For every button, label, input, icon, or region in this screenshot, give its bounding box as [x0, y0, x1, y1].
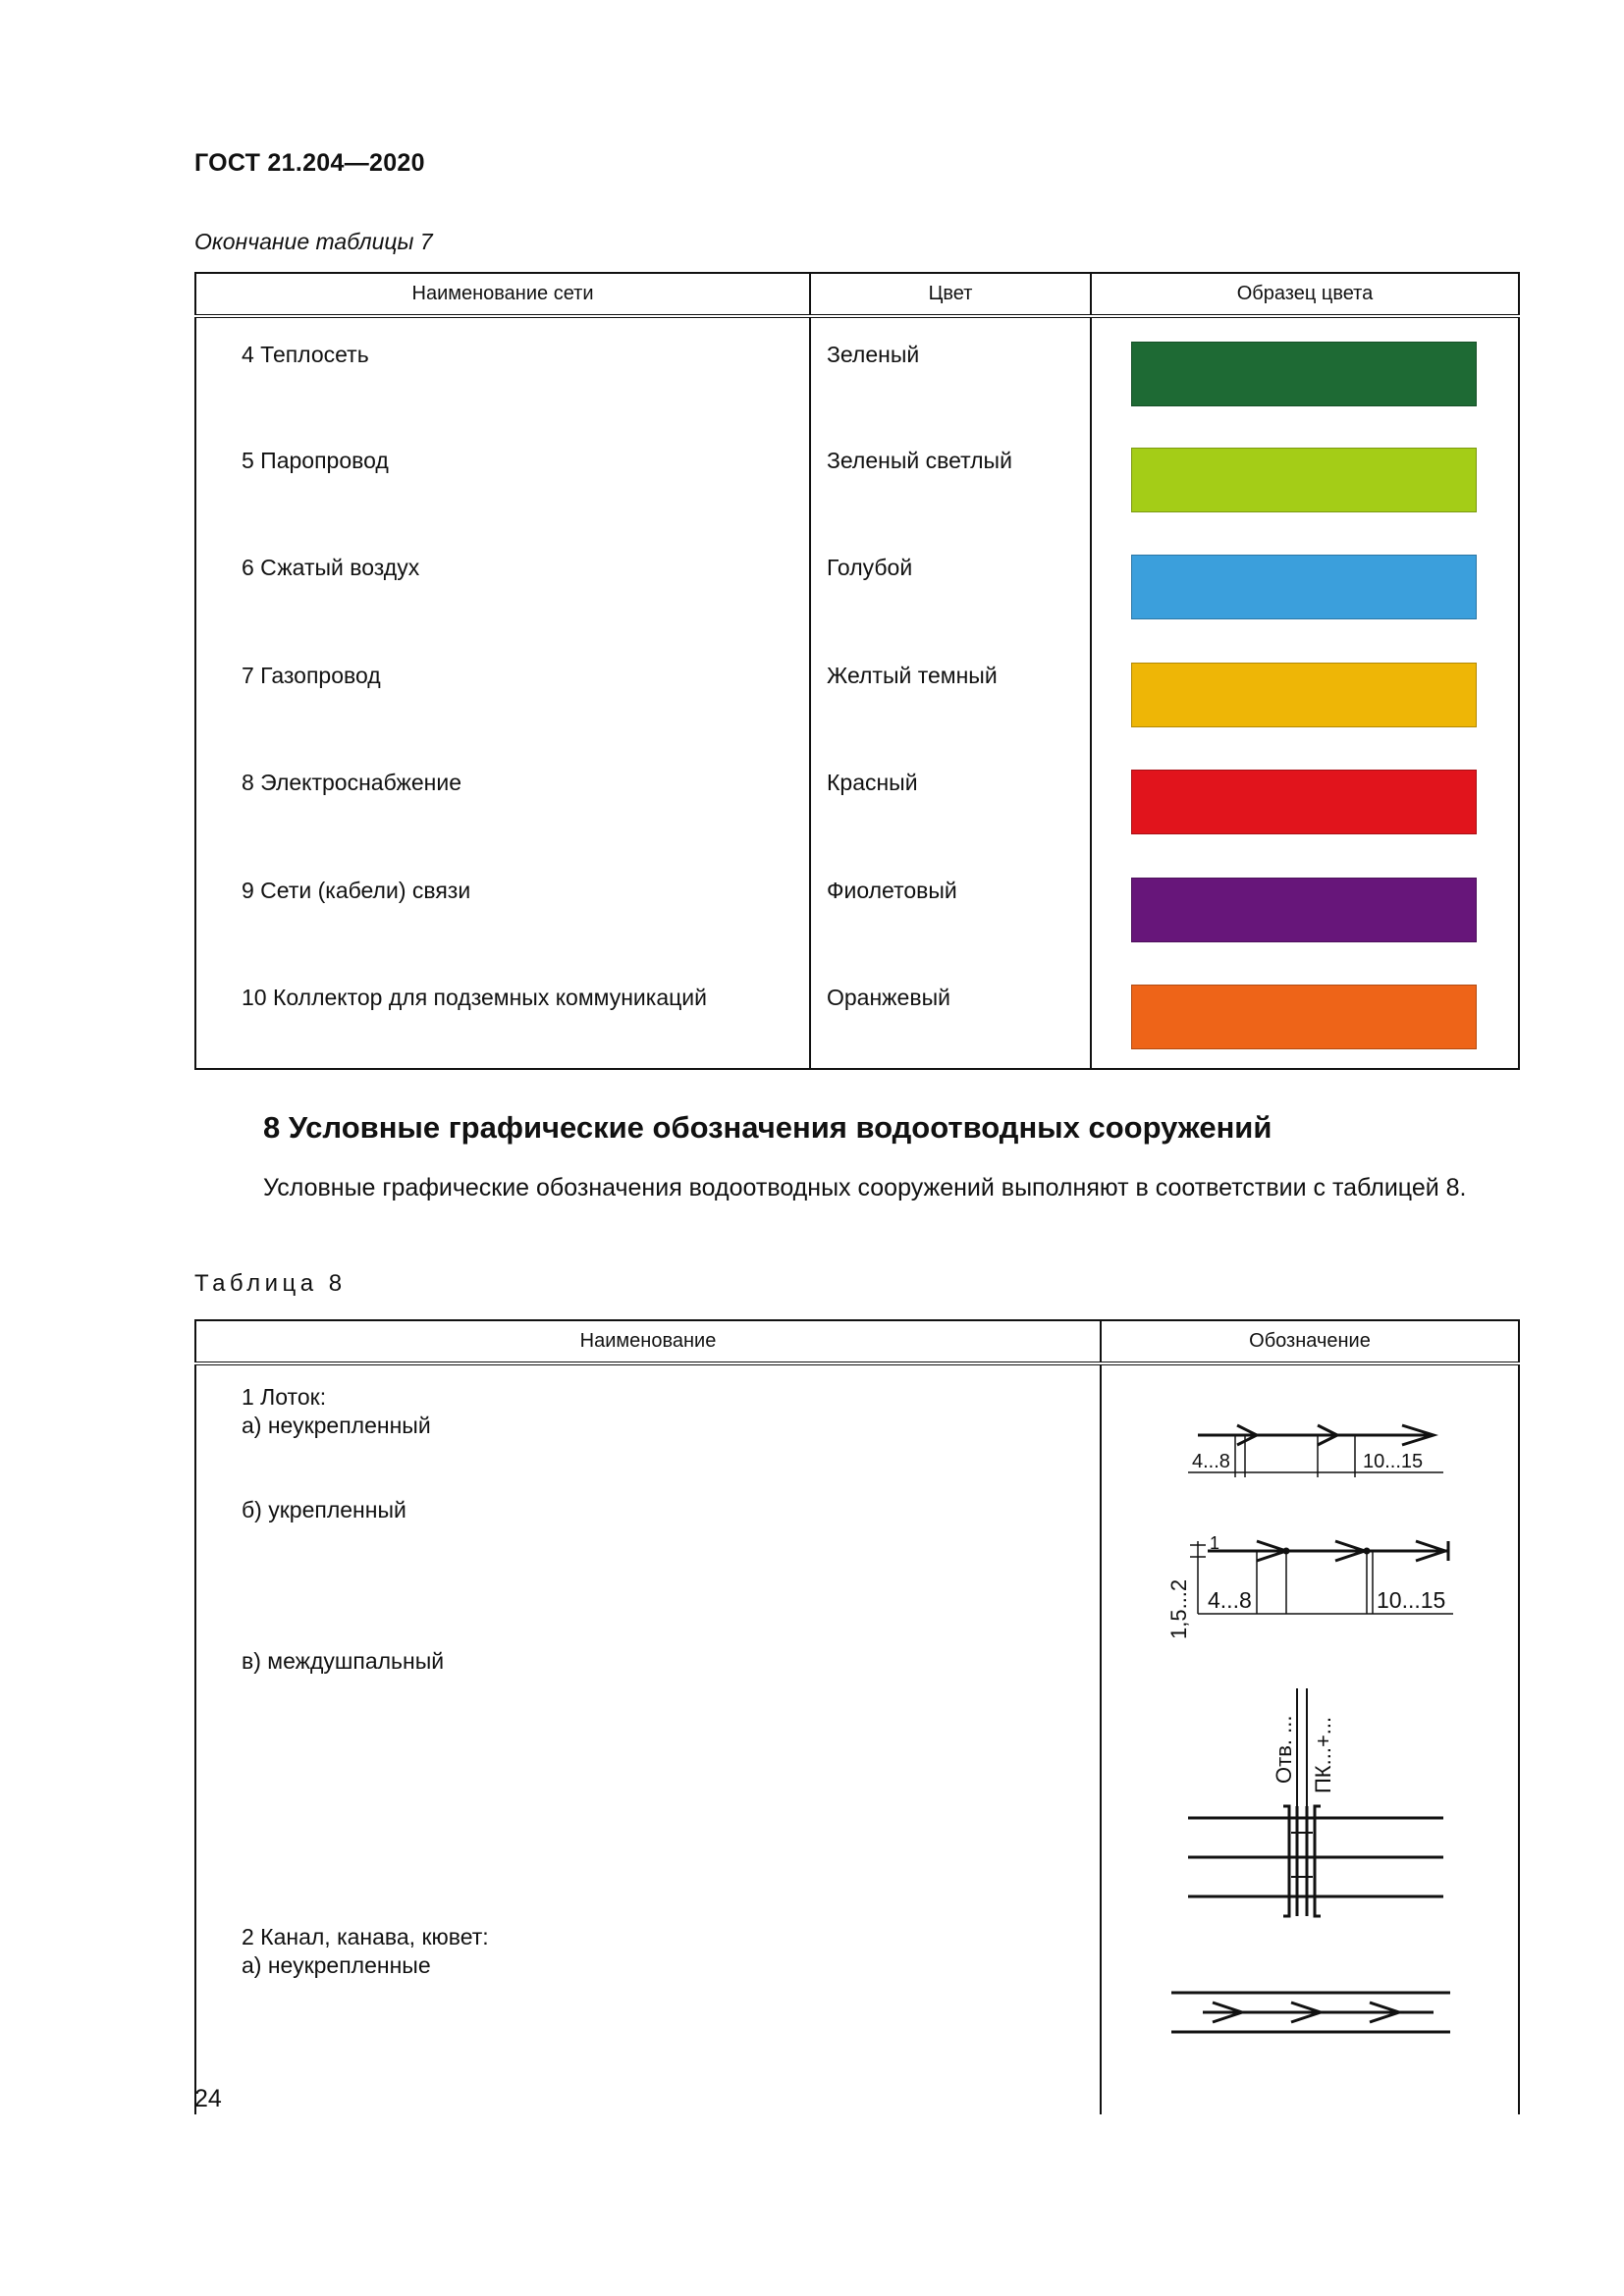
table-row: [195, 746, 1519, 854]
item-title: 1 Лоток:: [242, 1384, 327, 1410]
color-swatch: [1131, 342, 1477, 406]
dim-label: 10...15: [1363, 1451, 1424, 1472]
color-name: Оранжевый: [810, 961, 1091, 1069]
network-name: 7 Газопровод: [195, 639, 810, 747]
table-row: [195, 531, 1519, 639]
table7-caption: Окончание таблицы 7: [194, 229, 433, 254]
item-label: а) неукрепленные: [242, 1952, 431, 1978]
color-swatch: [1131, 878, 1477, 942]
color-swatch: [1131, 985, 1477, 1049]
color-name: Зеленый: [810, 316, 1091, 424]
item-label: б) укрепленный: [242, 1497, 406, 1522]
network-name: 4 Теплосеть: [195, 316, 810, 424]
color-swatch: [1131, 770, 1477, 834]
network-name: 8 Электроснабжение: [195, 746, 810, 854]
table-row: [195, 961, 1519, 1069]
section-paragraph: Условные графические обозначения водоотводных сооружений выполняют в соответствии с таблицей 8.: [263, 1174, 1467, 1201]
page-number: 24: [194, 2085, 222, 2112]
table8-names-cell: [195, 1363, 1101, 2114]
symbol-tray-reinforced: [1159, 1520, 1473, 1647]
table-row: [195, 424, 1519, 532]
table8-header-name: Наименование: [195, 1320, 1101, 1363]
table-row: [195, 854, 1519, 962]
color-name: Красный: [810, 746, 1091, 854]
color-name: Зеленый светлый: [810, 424, 1091, 532]
table7-header-color: Цвет: [810, 273, 1091, 316]
symbol-tray-unreinforced: [1178, 1414, 1453, 1487]
section-title: 8 Условные графические обозначения водоотводных сооружений: [263, 1110, 1272, 1145]
network-name: 5 Паропровод: [195, 424, 810, 532]
dim-label: 4...8: [1192, 1451, 1230, 1472]
table8-caption: Таблица 8: [194, 1270, 347, 1297]
table7-header-name: Наименование сети: [195, 273, 810, 316]
network-name: 10 Коллектор для подземных коммуникаций: [195, 961, 810, 1069]
network-name: 9 Сети (кабели) связи: [195, 854, 810, 962]
table-row: [195, 639, 1519, 747]
table7-header-sample: Образец цвета: [1091, 273, 1519, 316]
color-name: Фиолетовый: [810, 854, 1091, 962]
table7: [194, 272, 1520, 1070]
symbol-canal-unreinforced: [1164, 1978, 1458, 2047]
item-label: в) междушпальный: [242, 1648, 445, 1674]
color-swatch: [1131, 663, 1477, 727]
dim-label: 1: [1210, 1533, 1220, 1553]
item-title: 2 Канал, канава, кювет:: [242, 1924, 489, 1949]
dim-label: 4...8: [1208, 1587, 1252, 1613]
document-header: ГОСТ 21.204—2020: [194, 149, 425, 177]
network-name: 6 Сжатый воздух: [195, 531, 810, 639]
table-row: [195, 316, 1519, 424]
color-name: Желтый темный: [810, 639, 1091, 747]
color-swatch: [1131, 448, 1477, 512]
dim-label: 1,5...2: [1166, 1578, 1191, 1639]
label-otv: Отв. ...: [1272, 1715, 1296, 1784]
color-swatch: [1131, 555, 1477, 619]
item-label: а) неукрепленный: [242, 1413, 431, 1438]
color-name: Голубой: [810, 531, 1091, 639]
dim-label: 10...15: [1377, 1587, 1446, 1613]
symbol-tray-inter-sleeper: [1173, 1681, 1458, 1926]
label-pk: ПК...+...: [1311, 1716, 1335, 1793]
table8-header-symbol: Обозначение: [1101, 1320, 1519, 1363]
